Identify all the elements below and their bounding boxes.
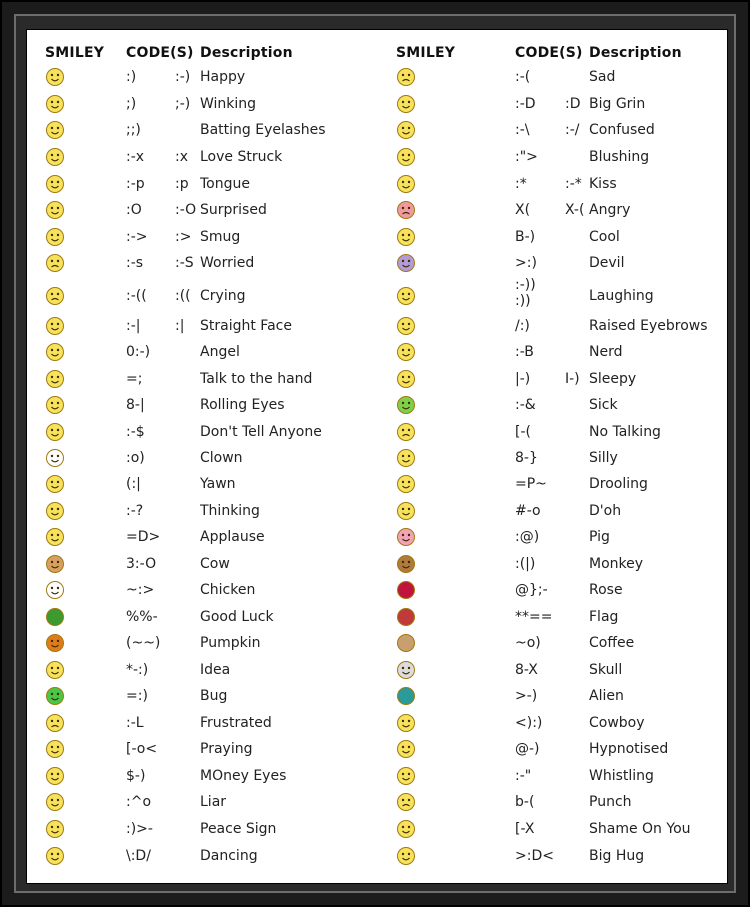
description: Smug (200, 229, 241, 245)
angry-icon (396, 200, 416, 220)
doh-icon (396, 501, 416, 521)
code-primary: ~:> (126, 582, 155, 598)
table-row (27, 120, 727, 146)
code-primary: [-o< (126, 741, 158, 757)
description: Surprised (200, 202, 267, 218)
code-primary: :-x (126, 149, 145, 165)
description: Don't Tell Anyone (200, 424, 322, 440)
big-grin-icon (396, 94, 416, 114)
table-row (27, 686, 727, 712)
shame-on-you-icon (396, 819, 416, 839)
description: Love Struck (200, 149, 283, 165)
code-alternate: :-* (565, 176, 582, 192)
sad-icon (396, 67, 416, 87)
description: Punch (589, 794, 632, 810)
code-primary: (~~) (126, 635, 161, 651)
code-primary: :"> (515, 149, 538, 165)
table-row (27, 633, 727, 659)
description: Chicken (200, 582, 256, 598)
description: Straight Face (200, 318, 292, 334)
code-primary: :-" (515, 768, 532, 784)
description: Skull (589, 662, 623, 678)
sick-icon (396, 395, 416, 415)
code-primary: |-) (515, 371, 531, 387)
code-primary: [-X (515, 821, 535, 837)
hypnotised-icon (396, 739, 416, 759)
whistling-icon (396, 766, 416, 786)
description: Sad (589, 69, 616, 85)
code-primary: >-) (515, 688, 538, 704)
header-description-right: Description (589, 45, 682, 61)
header-description-left: Description (200, 45, 293, 61)
nerd-icon (396, 342, 416, 362)
code-primary: /:) (515, 318, 530, 334)
description: Whistling (589, 768, 654, 784)
table-row (27, 474, 727, 500)
description: Sick (589, 397, 618, 413)
description: Big Hug (589, 848, 645, 864)
flag-icon (396, 607, 416, 627)
description: Angel (200, 344, 240, 360)
table-row (27, 819, 727, 845)
devil-icon (396, 253, 416, 273)
description: No Talking (589, 424, 661, 440)
code-primary: 0:-) (126, 344, 151, 360)
table-row (27, 607, 727, 633)
description: Pumpkin (200, 635, 261, 651)
table-row (27, 277, 727, 309)
sleepy-icon (396, 369, 416, 389)
code-primary: :@) (515, 529, 540, 545)
table-row (27, 527, 727, 553)
code-primary: :-? (126, 503, 144, 519)
description: Batting Eyelashes (200, 122, 326, 138)
code-primary: =D> (126, 529, 161, 545)
description: Cow (200, 556, 230, 572)
code-primary: B-) (515, 229, 536, 245)
code-alternate: ;-) (175, 96, 191, 112)
code-primary: :)>- (126, 821, 153, 837)
pig-icon (396, 527, 416, 547)
code-primary: :-D (515, 96, 536, 112)
table-row (27, 174, 727, 200)
code-alternate: :-S (175, 255, 194, 271)
blushing-icon (396, 147, 416, 167)
table-row (27, 94, 727, 120)
code-primary: :-> (126, 229, 148, 245)
code-primary: :) (126, 69, 137, 85)
table-row (27, 713, 727, 739)
code-primary: =; (126, 371, 143, 387)
table-row (27, 227, 727, 253)
description: Bug (200, 688, 228, 704)
rose-icon (396, 580, 416, 600)
code-primary: >:D< (515, 848, 554, 864)
code-alternate: :> (175, 229, 192, 245)
drooling-icon (396, 474, 416, 494)
description: Rolling Eyes (200, 397, 285, 413)
coffee-icon (396, 633, 416, 653)
description: Hypnotised (589, 741, 669, 757)
description: Shame On You (589, 821, 691, 837)
description: Nerd (589, 344, 623, 360)
code-primary: 3:-O (126, 556, 157, 572)
description: Idea (200, 662, 231, 678)
description: Devil (589, 255, 625, 271)
table-row (27, 501, 727, 527)
code-primary: :-& (515, 397, 536, 413)
code-alternate: I-) (565, 371, 580, 387)
description: MOney Eyes (200, 768, 287, 784)
big-hug-icon (396, 846, 416, 866)
code-alternate: :(( (175, 288, 191, 304)
description: Coffee (589, 635, 635, 651)
header-smiley-left: SMILEY (45, 45, 105, 61)
code-primary: <):) (515, 715, 543, 731)
code-primary: >:) (515, 255, 537, 271)
table-row (27, 422, 727, 448)
table-row (27, 342, 727, 368)
code-primary: :-p (126, 176, 145, 192)
code-alternate: :)) (515, 293, 531, 309)
table-row (27, 554, 727, 580)
description: Alien (589, 688, 624, 704)
table-row (27, 792, 727, 818)
code-primary: :(|) (515, 556, 536, 572)
description: Tongue (200, 176, 250, 192)
description: Drooling (589, 476, 648, 492)
code-primary: 8-| (126, 397, 145, 413)
code-primary: *-:) (126, 662, 149, 678)
code-alternate: :| (175, 318, 185, 334)
description: Big Grin (589, 96, 646, 112)
code-alternate: :p (175, 176, 189, 192)
description: Kiss (589, 176, 617, 192)
code-primary: @-) (515, 741, 540, 757)
description: Applause (200, 529, 265, 545)
smiley-table (26, 29, 728, 884)
description: Winking (200, 96, 257, 112)
punch-icon (396, 792, 416, 812)
code-primary: %%- (126, 609, 158, 625)
description: Praying (200, 741, 253, 757)
table-row (27, 67, 727, 93)
description: Cool (589, 229, 620, 245)
description: Monkey (589, 556, 644, 572)
code-alternate: :D (565, 96, 581, 112)
code-primary: :-( (515, 69, 531, 85)
description: Yawn (200, 476, 236, 492)
description: Laughing (589, 288, 654, 304)
cool-icon (396, 227, 416, 247)
description: Clown (200, 450, 243, 466)
code-primary: :-| (126, 318, 141, 334)
description: Frustrated (200, 715, 272, 731)
code-primary: =P~ (515, 476, 547, 492)
code-primary: X( (515, 202, 531, 218)
code-primary: :-\ (515, 122, 530, 138)
code-primary: ;;) (126, 122, 141, 138)
kiss-icon (396, 174, 416, 194)
code-primary: @};- (515, 582, 548, 598)
code-primary: (:| (126, 476, 141, 492)
table-row (27, 253, 727, 279)
cowboy-icon (396, 713, 416, 733)
code-alternate: :-) (175, 69, 191, 85)
code-primary: b-( (515, 794, 535, 810)
description: Peace Sign (200, 821, 277, 837)
table-row (27, 739, 727, 765)
code-primary: :o) (126, 450, 145, 466)
code-alternate: :-O (175, 202, 197, 218)
header-smiley-right: SMILEY (396, 45, 456, 61)
table-row (27, 580, 727, 606)
table-row (27, 200, 727, 226)
code-primary: $-) (126, 768, 146, 784)
table-row (27, 395, 727, 421)
monkey-icon (396, 554, 416, 574)
code-primary: :-$ (126, 424, 145, 440)
code-primary: :-L (126, 715, 144, 731)
description: Raised Eyebrows (589, 318, 708, 334)
confused-icon (396, 120, 416, 140)
laughing-icon (396, 286, 416, 306)
table-row (27, 369, 727, 395)
code-primary: :* (515, 176, 527, 192)
description: Rose (589, 582, 623, 598)
code-primary: 8-} (515, 450, 538, 466)
code-primary: 8-X (515, 662, 538, 678)
table-row (27, 316, 727, 342)
description: Dancing (200, 848, 258, 864)
description: Angry (589, 202, 631, 218)
code-primary: [-( (515, 424, 531, 440)
description: Blushing (589, 149, 650, 165)
description: Flag (589, 609, 619, 625)
table-row (27, 660, 727, 686)
description: Worried (200, 255, 255, 271)
code-primary: :O (126, 202, 142, 218)
code-primary: :-(( (126, 288, 147, 304)
description: Pig (589, 529, 610, 545)
no-talking-icon (396, 422, 416, 442)
description: Crying (200, 288, 246, 304)
alien-icon (396, 686, 416, 706)
description: Good Luck (200, 609, 274, 625)
description: Silly (589, 450, 618, 466)
description: Talk to the hand (200, 371, 313, 387)
description: Liar (200, 794, 227, 810)
description: Confused (589, 122, 655, 138)
table-row (27, 846, 727, 872)
skull-icon (396, 660, 416, 680)
code-alternate: :-/ (565, 122, 580, 138)
code-primary: :-)) (515, 277, 536, 293)
raised-eyebrows-icon (396, 316, 416, 336)
code-alternate: X-( (565, 202, 585, 218)
code-primary: **== (515, 609, 553, 625)
code-primary: \:D/ (126, 848, 151, 864)
description: Cowboy (589, 715, 645, 731)
description: Thinking (200, 503, 260, 519)
silly-icon (396, 448, 416, 468)
code-primary: :-B (515, 344, 534, 360)
code-alternate: :x (175, 149, 189, 165)
code-primary: ~o) (515, 635, 541, 651)
header-codes-right: CODE(S) (515, 45, 583, 61)
table-row (27, 766, 727, 792)
description: Sleepy (589, 371, 637, 387)
code-primary: #-o (515, 503, 541, 519)
table-row (27, 448, 727, 474)
header-codes-left: CODE(S) (126, 45, 194, 61)
code-primary: ;) (126, 96, 137, 112)
table-row (27, 147, 727, 173)
description: Happy (200, 69, 246, 85)
code-primary: :^o (126, 794, 152, 810)
description: D'oh (589, 503, 622, 519)
code-primary: :-s (126, 255, 144, 271)
code-primary: =:) (126, 688, 148, 704)
